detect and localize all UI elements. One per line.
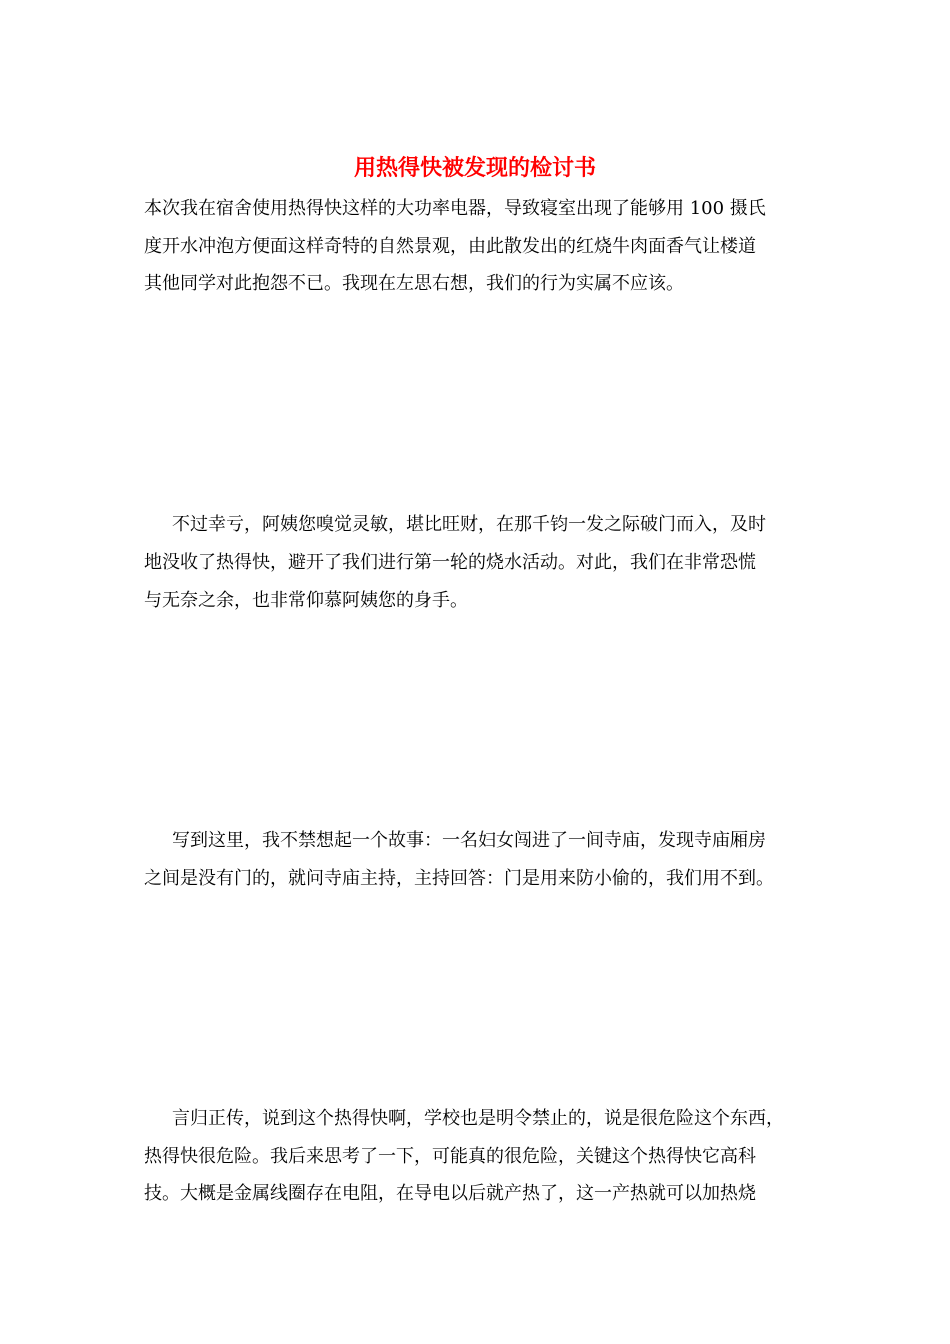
paragraph-1-line-1: 本次我在宿舍使用热得快这样的大功率电器，导致寝室出现了能够用 100 摄氏 [144,198,766,219]
paragraph-1-line-3: 其他同学对此抱怨不已。我现在左思右想，我们的行为实属不应该。 [144,273,684,294]
paragraph-2-line-1: 不过幸亏，阿姨您嗅觉灵敏，堪比旺财，在那千钧一发之际破门而入，及时 [172,514,766,535]
paragraph-4-line-3: 技。大概是金属线圈存在电阻，在导电以后就产热了，这一产热就可以加热烧 [144,1183,756,1204]
paragraph-4-line-2: 热得快很危险。我后来思考了一下，可能真的很危险，关键这个热得快它高科 [144,1146,756,1167]
document-title: 用热得快被发现的检讨书 [353,155,596,181]
paragraph-3-line-2: 之间是没有门的，就问寺庙主持，主持回答：门是用来防小偷的，我们用不到。 [144,868,774,889]
paragraph-2-line-2: 地没收了热得快，避开了我们进行第一轮的烧水活动。对此，我们在非常恐慌 [144,552,756,573]
paragraph-4-line-1: 言归正传，说到这个热得快啊，学校也是明令禁止的，说是很危险这个东西， [172,1108,784,1129]
paragraph-3-line-1: 写到这里，我不禁想起一个故事：一名妇女闯进了一间寺庙，发现寺庙厢房 [172,830,766,851]
paragraph-2-line-3: 与无奈之余，也非常仰慕阿姨您的身手。 [144,590,468,611]
paragraph-1-line-2: 度开水冲泡方便面这样奇特的自然景观，由此散发出的红烧牛肉面香气让楼道 [144,236,756,257]
